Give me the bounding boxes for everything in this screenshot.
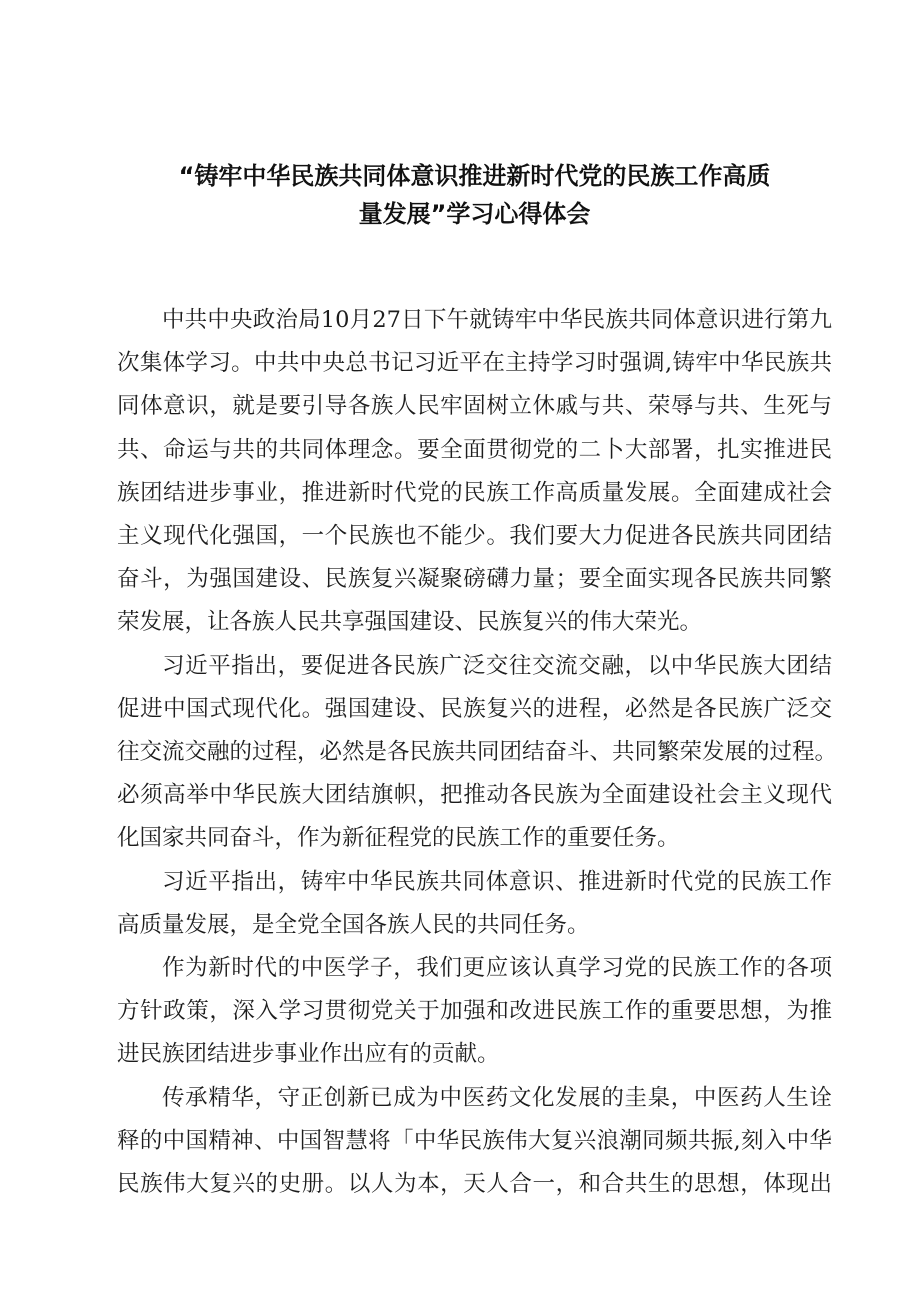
text-line: 习近平指出，要促进各民族广泛交往交流交融，以中华民族大团结 [162, 652, 832, 679]
paragraph [117, 1077, 832, 1207]
text-line: 共、命运与共的共同体理念。要全面贯彻党的二卜大部署，扎实推进民 [117, 436, 832, 463]
text-line: 同体意识，就是要引导各族人民牢固树立休戚与共、荣辱与共、生死与 [117, 393, 832, 420]
text-line: 民族伟大复兴的史册。以人为本，天人合一，和合共生的思想，体现出 [117, 1171, 832, 1198]
text-line: 必须高举中华民族大团结旗帜，把推动各民族为全面建设社会主义现代 [117, 782, 832, 809]
paragraph [117, 861, 832, 947]
text-line: 中共中央政治局10月27日下午就铸牢中华民族共同体意识进行第九 [162, 307, 832, 333]
text-line: 化国家共同奋斗，作为新征程党的民族工作的重要任务。 [117, 825, 680, 852]
paragraph [117, 299, 832, 645]
text-line: 次集体学习。中共中央总书记习近平在主持学习时强调,铸牢中华民族共 [117, 350, 832, 377]
document-title [117, 157, 832, 233]
text-line: 作为新时代的中医学子，我们更应该认真学习党的民族工作的各项 [162, 955, 832, 982]
text-line: 方针政策，深入学习贯彻党关于加强和改进民族工作的重要思想，为推 [117, 998, 832, 1025]
paragraph [117, 947, 832, 1077]
text-line: 主义现代化强国，一个民族也不能少。我们要大力促进各民族共同团结 [117, 523, 832, 550]
text-line: 进民族团结进步事业作出应有的贡献。 [117, 1041, 500, 1068]
text-line: 促进中国式现代化。强国建设、民族复兴的进程，必然是各民族广泛交 [117, 695, 832, 722]
text-line: 传承精华，守正创新已成为中医药文化发展的圭臬，中医药人生诠 [162, 1084, 832, 1111]
text-line: 习近平指出，铸牢中华民族共同体意识、推进新时代党的民族工作 [162, 868, 832, 895]
text-line: 往交流交融的过程，必然是各民族共同团结奋斗、共同繁荣发展的过程。 [117, 739, 838, 766]
text-line: 奋斗，为强国建设、民族复兴凝聚磅礴力量；要全面实现各民族共同繁 [117, 566, 832, 593]
title-line: 量发展”学习心得体会 [358, 200, 591, 228]
paragraph [117, 645, 838, 861]
text-line: 高质量发展，是全党全国各族人民的共同任务。 [117, 911, 590, 938]
text-line: 释的中国精神、中国智慧将「中华民族伟大复兴浪潮同频共振,刻入中华 [117, 1127, 832, 1154]
text-line: 族团结进步事业，推进新时代党的民族工作高质量发展。全面建成社会 [117, 479, 832, 506]
title-line: “铸牢中华民族共同体意识推进新时代党的民族工作高质 [178, 162, 771, 190]
document-body [117, 299, 838, 1206]
text-line: 荣发展，让各族人民共享强国建设、民族复兴的伟大荣光。 [117, 609, 703, 636]
